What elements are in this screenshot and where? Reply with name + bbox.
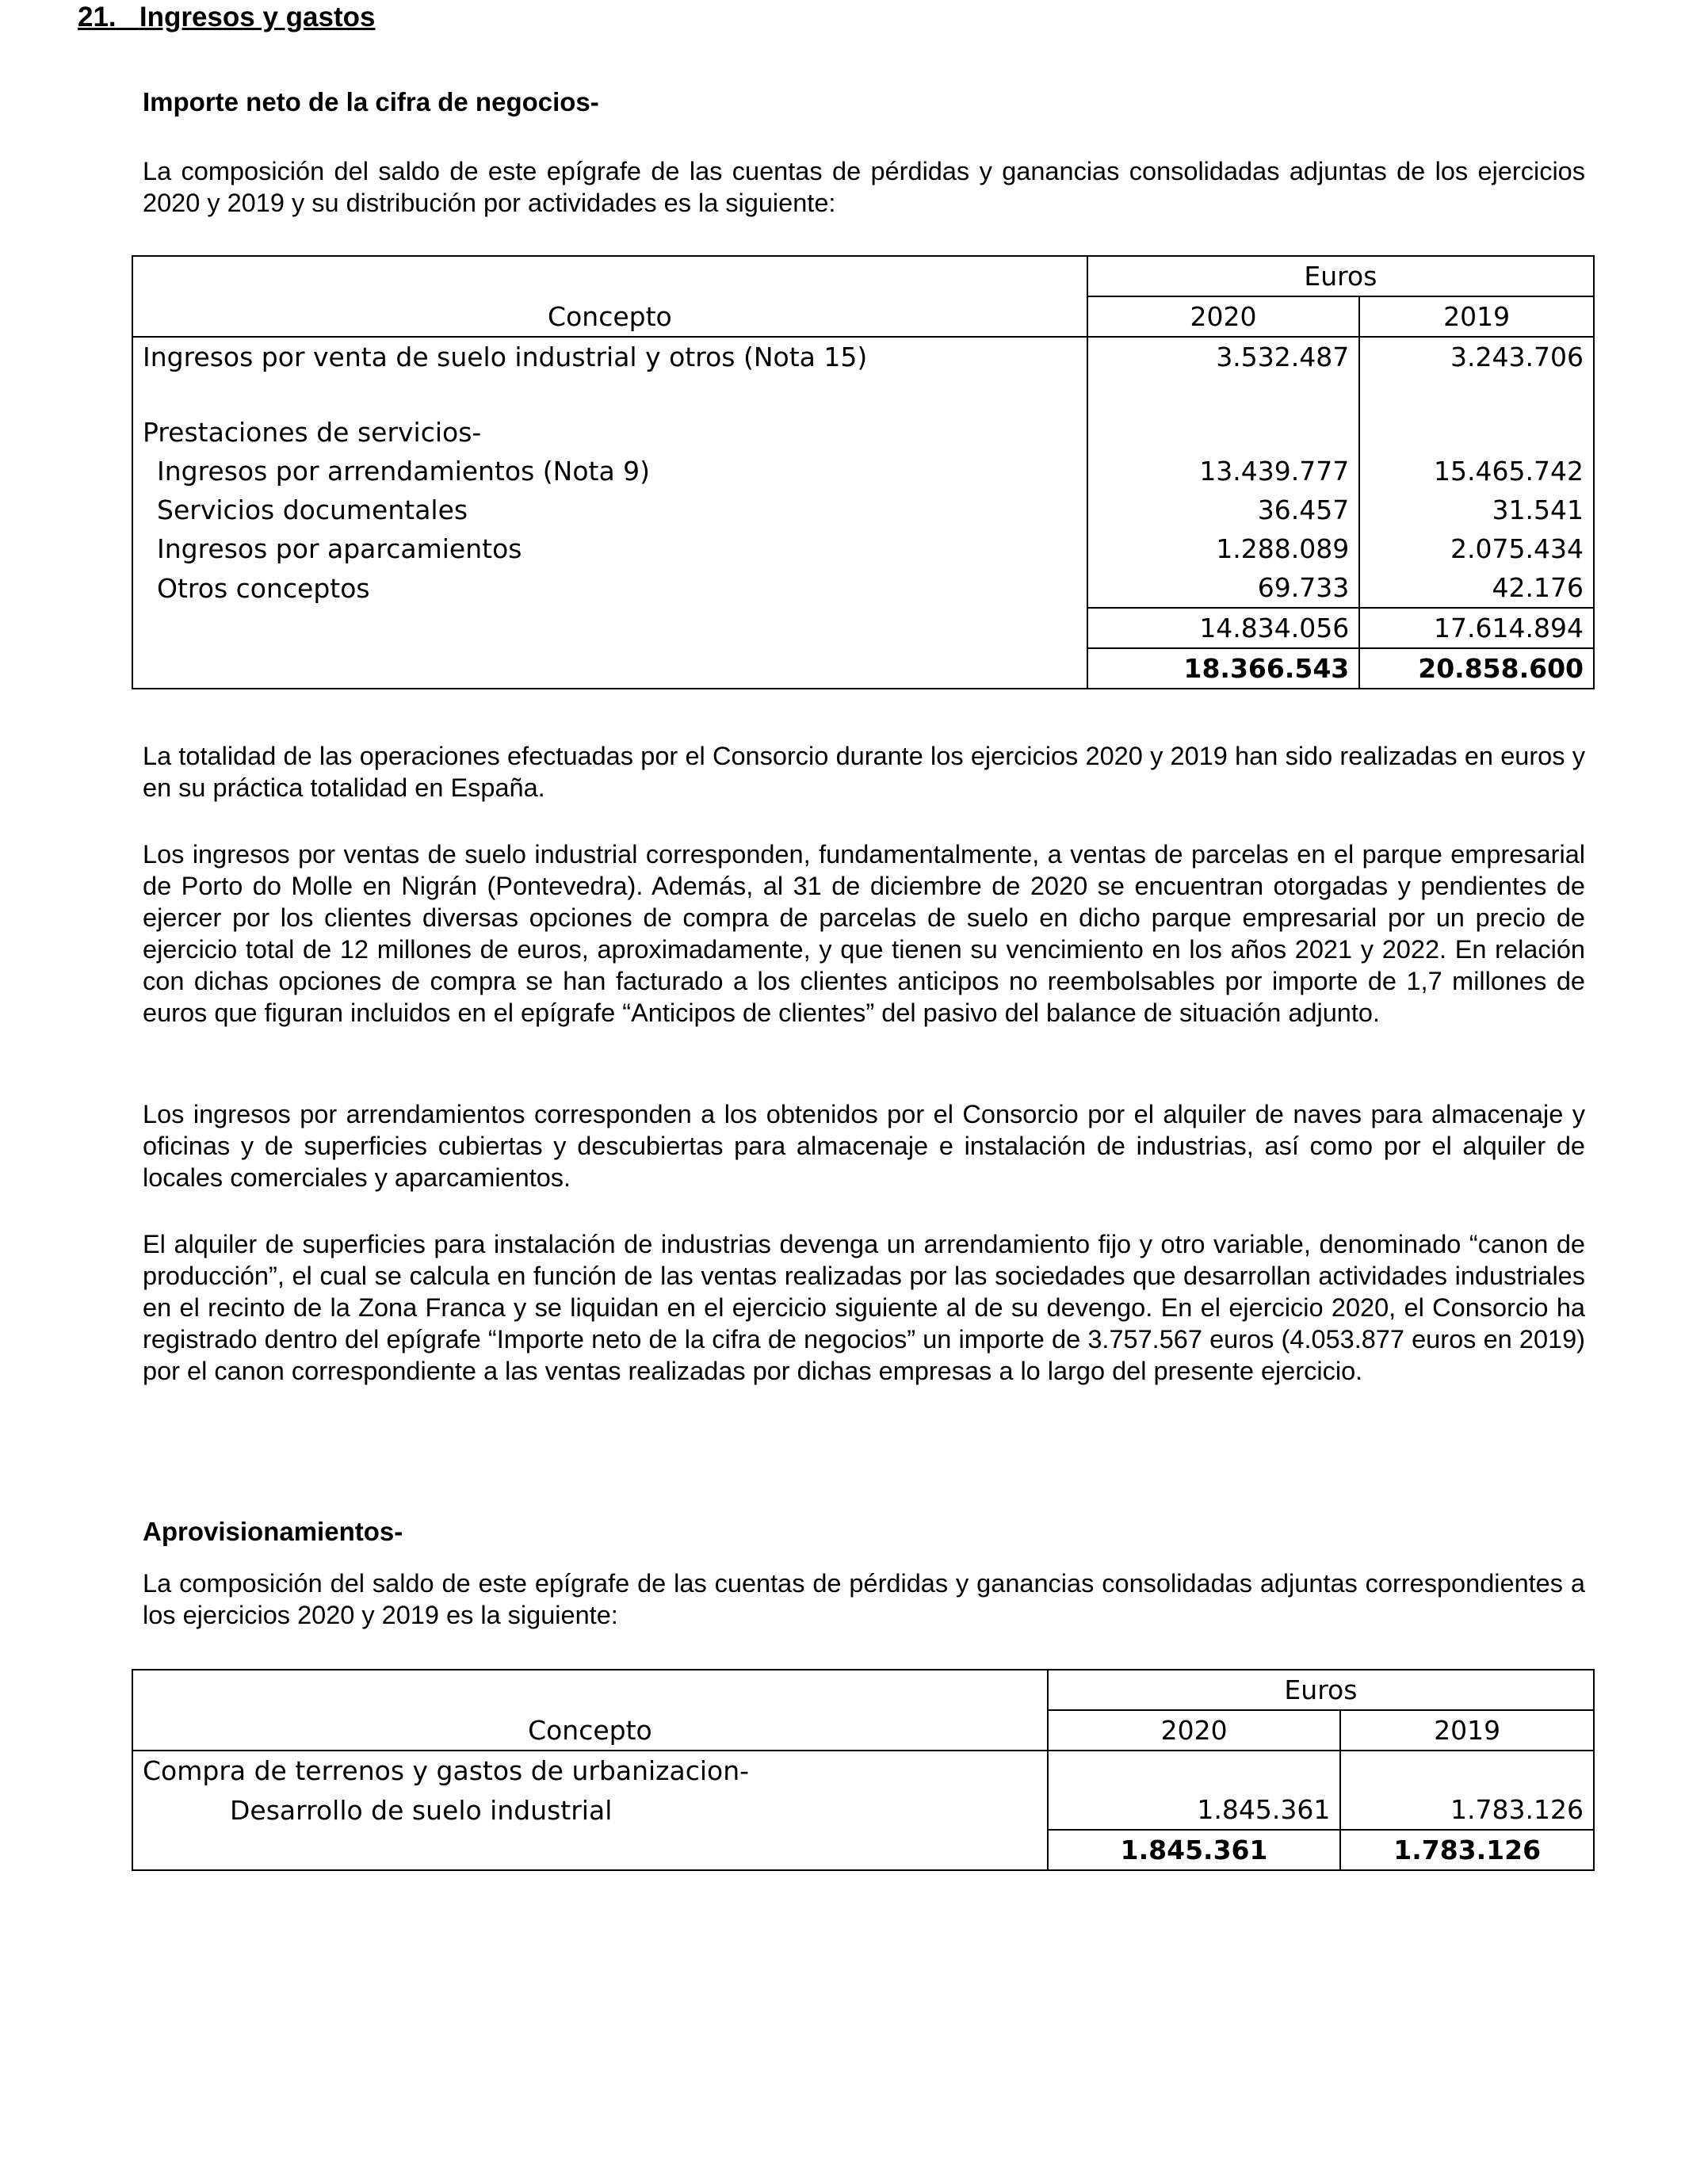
year-header-2019: 2019 bbox=[1359, 296, 1594, 337]
row-label: Ingresos por venta de suelo industrial y otros (Nota 15) bbox=[132, 337, 1087, 376]
value-2020: 1.845.361 bbox=[1048, 1790, 1340, 1830]
concept-header: Concepto bbox=[132, 1710, 1048, 1751]
total-2019: 1.783.126 bbox=[1340, 1830, 1594, 1870]
value-2019: 15.465.742 bbox=[1359, 452, 1594, 491]
table-row bbox=[132, 452, 1594, 491]
section-heading bbox=[78, 2, 375, 33]
concept-header: Concepto bbox=[132, 296, 1087, 337]
table-row bbox=[132, 413, 1594, 452]
table-row bbox=[132, 1751, 1594, 1790]
value-2020: 3.532.487 bbox=[1087, 337, 1359, 376]
value-2020: 36.457 bbox=[1087, 491, 1359, 529]
value-2019: 2.075.434 bbox=[1359, 529, 1594, 568]
row-label: Servicios documentales bbox=[132, 491, 1087, 529]
value-2019: 31.541 bbox=[1359, 491, 1594, 529]
row-label: Otros conceptos bbox=[132, 568, 1087, 608]
group-label: Compra de terrenos y gastos de urbanizacion- bbox=[132, 1751, 1048, 1790]
table-row bbox=[132, 529, 1594, 568]
table-row bbox=[132, 1790, 1594, 1830]
table-row bbox=[132, 568, 1594, 608]
euros-header: Euros bbox=[1048, 1670, 1594, 1710]
spacer-row bbox=[132, 376, 1594, 413]
revenue-intro: La composición del saldo de este epígrafe de las cuentas de pérdidas y ganancias consolidadas adjuntas de los ejercicios 2020 y 2019 y su distribución por actividades es la siguiente: bbox=[143, 157, 1585, 217]
row-label: Ingresos por aparcamientos bbox=[132, 529, 1087, 568]
total-2020: 18.366.543 bbox=[1087, 648, 1359, 689]
value-2020: 1.288.089 bbox=[1087, 529, 1359, 568]
revenue-heading: Importe neto de la cifra de negocios- bbox=[143, 87, 599, 116]
total-row bbox=[132, 1830, 1594, 1870]
table-header-row bbox=[132, 1710, 1594, 1751]
revenue-paragraph-1: La totalidad de las operaciones efectuadas por el Consorcio durante los ejercicios 2020 y 2019 han sido realizadas en euros y en su práctica totalidad en España. bbox=[143, 742, 1585, 802]
table-header-row bbox=[132, 1670, 1594, 1710]
table-header-row bbox=[132, 256, 1594, 296]
section-number: 21. bbox=[78, 2, 117, 32]
euros-header: Euros bbox=[1087, 256, 1594, 296]
value-2019: 3.243.706 bbox=[1359, 337, 1594, 376]
group-label: Prestaciones de servicios- bbox=[132, 413, 1087, 452]
total-2020: 1.845.361 bbox=[1048, 1830, 1340, 1870]
revenue-table bbox=[132, 255, 1595, 689]
value-2019: 42.176 bbox=[1359, 568, 1594, 608]
table-row bbox=[132, 337, 1594, 376]
supplies-heading: Aprovisionamientos- bbox=[143, 1517, 403, 1546]
subtotal-2020: 14.834.056 bbox=[1087, 608, 1359, 648]
section-title: Ingresos y gastos bbox=[139, 2, 376, 32]
year-header-2019: 2019 bbox=[1340, 1710, 1594, 1751]
year-header-2020: 2020 bbox=[1087, 296, 1359, 337]
revenue-paragraph-3: Los ingresos por arrendamientos corresponden a los obtenidos por el Consorcio por el alquiler de naves para almacenaje y oficinas y de superficies cubiertas y descubiertas para almacenaje e instalación de industrias, así como por el alquiler de locales comerciales y aparcamientos. bbox=[143, 1100, 1585, 1192]
subtotal-row bbox=[132, 608, 1594, 648]
year-header-2020: 2020 bbox=[1048, 1710, 1340, 1751]
table-row bbox=[132, 491, 1594, 529]
total-row bbox=[132, 648, 1594, 689]
value-2020: 69.733 bbox=[1087, 568, 1359, 608]
supplies-table bbox=[132, 1669, 1595, 1871]
revenue-paragraph-4: El alquiler de superficies para instalación de industrias devenga un arrendamiento fijo y otro variable, denominado “canon de producción”, el cual se calcula en función de las ventas realizadas por las sociedades que desarrollan actividades industriales en el recinto de la Zona Franca y se liquidan en el ejercicio siguiente al de su devengo. En el ejercicio 2020, el Consorcio ha registrado dentro del epígrafe “Importe neto de la cifra de negocios” un importe de 3.757.567 euros (4.053.877 euros en 2019) por el canon correspondiente a las ventas realizadas por dichas empresas a lo largo del presente ejercicio. bbox=[143, 1230, 1585, 1385]
row-label: Desarrollo de suelo industrial bbox=[132, 1790, 1048, 1830]
supplies-intro: La composición del saldo de este epígrafe de las cuentas de pérdidas y ganancias consolidadas adjuntas correspondientes a los ejercicios 2020 y 2019 es la siguiente: bbox=[143, 1569, 1585, 1629]
row-label: Ingresos por arrendamientos (Nota 9) bbox=[132, 452, 1087, 491]
total-2019: 20.858.600 bbox=[1359, 648, 1594, 689]
revenue-paragraph-2: Los ingresos por ventas de suelo industrial corresponden, fundamentalmente, a ventas de parcelas en el parque empresarial de Porto do Molle en Nigrán (Pontevedra). Además, al 31 de diciembre de 2020 se encuentran otorgadas y pendientes de ejercer por los clientes diversas opciones de compra de parcelas de suelo en dicho parque empresarial por un precio de ejercicio total de 12 millones de euros, aproximadamente, y que tienen su vencimiento en los años 2021 y 2022. En relación con dichas opciones de compra se han facturado a los clientes anticipos no reembolsables por importe de 1,7 millones de euros que figuran incluidos en el epígrafe “Anticipos de clientes” del pasivo del balance de situación adjunto. bbox=[143, 840, 1585, 1027]
subtotal-2019: 17.614.894 bbox=[1359, 608, 1594, 648]
value-2020: 13.439.777 bbox=[1087, 452, 1359, 491]
table-header-row bbox=[132, 296, 1594, 337]
value-2019: 1.783.126 bbox=[1340, 1790, 1594, 1830]
